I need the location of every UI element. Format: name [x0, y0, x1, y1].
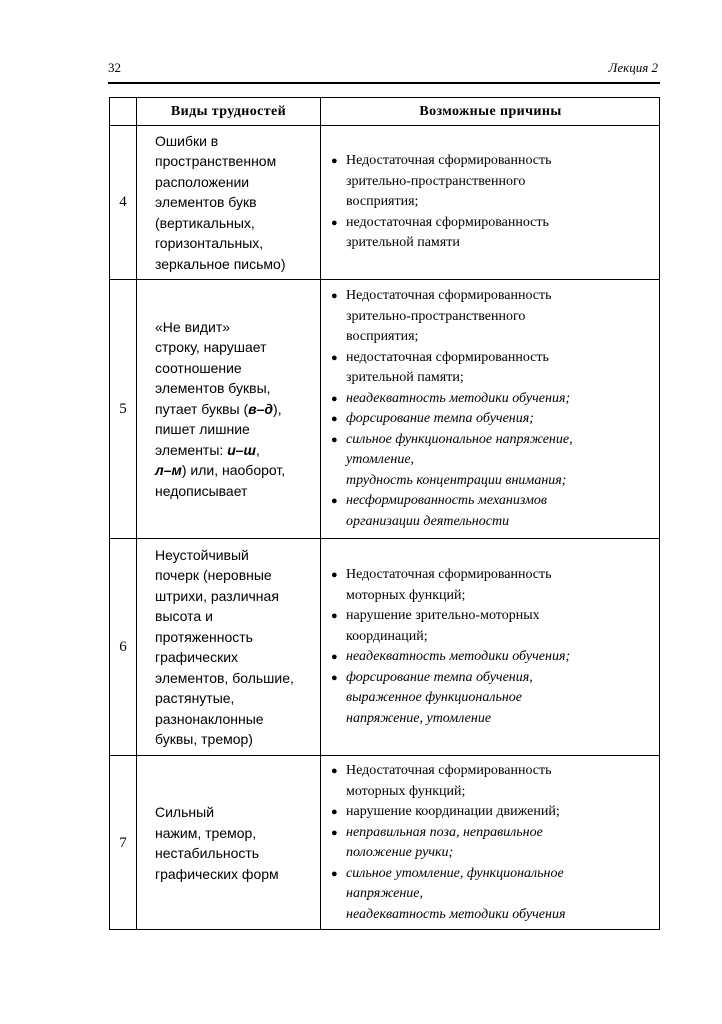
- row-number: 6: [119, 638, 127, 655]
- causes-cell: [330, 539, 660, 755]
- difficulty-cell: [155, 126, 315, 279]
- difficulty-cell: [155, 280, 315, 538]
- page-number: 32: [108, 60, 121, 75]
- cause-item: ● несформированность механизмов организации деятельности: [330, 491, 650, 532]
- cause-item: ● форсирование темпа обучения;: [330, 409, 650, 430]
- letter-pair: л–м: [155, 462, 182, 479]
- causes-cell: [330, 280, 660, 538]
- letter-pair: и–ш: [227, 441, 256, 458]
- causes-list: [330, 761, 650, 925]
- difficulty-cell: [155, 539, 315, 755]
- causes-list: [330, 286, 650, 532]
- difficulty-text-part: ), пишет лишние элементы:: [155, 400, 282, 458]
- cause-item: неадекватность методики обучения: [346, 906, 566, 922]
- cause-item: ● нарушение координации движений;: [330, 802, 650, 823]
- cause-item: трудность концентрации внимания;: [346, 472, 567, 488]
- difficulty-cell: [155, 756, 315, 930]
- row-number: 4: [119, 194, 127, 210]
- cause-item: ● неправильная поза, неправильное положение ручки;: [330, 823, 650, 864]
- difficulty-text: Ошибки в пространственном расположении элементов букв (вертикальных, горизонтальных, зеркальное письмо): [155, 132, 286, 272]
- cause-item: ● неадекватность методики обучения;: [330, 389, 650, 410]
- cause-item: ● Недостаточная сформированность моторных функций;: [330, 761, 650, 802]
- causes-cell: [330, 756, 660, 930]
- causes-list: [330, 565, 650, 729]
- cause-item: ● недостаточная сформированность зрительной памяти: [330, 213, 650, 254]
- difficulty-text-part: ) или, наоборот, недописывает: [155, 462, 286, 499]
- page-header: [108, 58, 660, 84]
- cause-item: ● недостаточная сформированность зрительной памяти;: [330, 348, 650, 389]
- cause-item: ● Недостаточная сформированность зрительно-пространственного восприятия;: [330, 151, 650, 213]
- letter-pair: в–д: [248, 400, 274, 417]
- causes-list: [330, 151, 650, 254]
- cause-item: ● неадекватность методики обучения;: [330, 647, 650, 668]
- running-head-lecture: Лекция 2: [608, 60, 658, 75]
- cause-item: ● сильное функциональное напряжение, утомление,: [330, 430, 650, 471]
- cause-item: ● Недостаточная сформированность моторных функций;: [330, 565, 650, 606]
- cause-item: ● форсирование темпа обучения, выраженное функциональное напряжение, утомление: [330, 668, 650, 730]
- column-divider: [136, 98, 137, 929]
- cause-item: ● сильное утомление, функциональное напряжение,: [330, 864, 650, 905]
- column-header-causes: Возможные причины: [419, 103, 562, 119]
- difficulty-text: Неустойчивый почерк (неровные штрихи, различная высота и протяженность графических элементов, большие, растянутые, разнонаклонные буквы, тремор): [155, 546, 294, 747]
- causes-cell: [330, 126, 660, 279]
- cause-item: ● Недостаточная сформированность зрительно-пространственного восприятия;: [330, 286, 650, 348]
- difficulty-text-part: ,: [255, 441, 260, 458]
- difficulties-table: [109, 97, 660, 930]
- column-divider: [320, 98, 321, 929]
- difficulty-text-part: «Не видит» строку, нарушает соотношение элементов буквы, путает буквы (: [155, 318, 271, 417]
- cause-item: ● нарушение зрительно-моторных координаций;: [330, 606, 650, 647]
- column-header-difficulty: Виды трудностей: [170, 103, 287, 119]
- row-number: 7: [119, 834, 127, 851]
- row-number: 5: [119, 400, 127, 417]
- difficulty-text: [155, 317, 285, 502]
- difficulty-text: Сильный нажим, тремор, нестабильность графических форм: [155, 804, 279, 882]
